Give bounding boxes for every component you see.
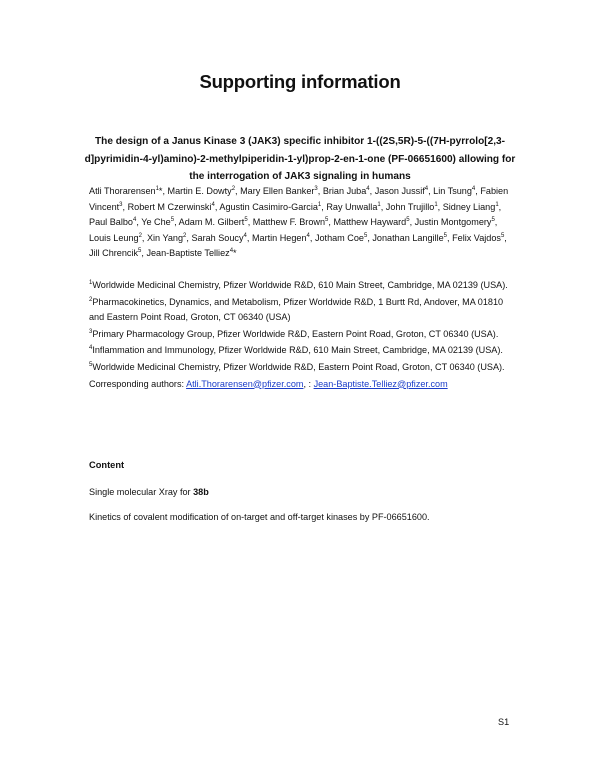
affiliation-marker: 4 bbox=[133, 217, 137, 224]
author bbox=[240, 186, 318, 196]
affiliation-marker: 1 bbox=[155, 185, 159, 192]
paper-title: The design of a Janus Kinase 3 (JAK3) specific inhibitor 1-((2S,5R)-5-((7H-pyrrolo[2,3-d]pyrimidin-4-yl)amino)-2-methylpiperidin-1-yl)prop-2-en-1-one (PF-06651600) allowing for the interrogation of JAK3 signaling in humans bbox=[84, 136, 516, 182]
author bbox=[89, 217, 136, 227]
author bbox=[219, 202, 321, 212]
affiliation-marker: 4 bbox=[424, 185, 429, 192]
author bbox=[252, 233, 310, 243]
author-name: Martin Hegen bbox=[251, 232, 307, 243]
affiliation-marker: 5 bbox=[138, 248, 142, 255]
author-name: John Trujillo bbox=[385, 201, 435, 212]
author-name: Agustin Casimiro-Garcia bbox=[219, 201, 318, 212]
author bbox=[168, 186, 236, 196]
affiliation-number: 4 bbox=[89, 345, 93, 352]
affiliation-marker: 2 bbox=[138, 232, 142, 239]
affiliation-text: Pharmacokinetics, Dynamics, and Metabolism, Pfizer Worldwide R&D, 1 Burtt Rd, Andover, MA 01810 and Eastern Point Road, Groton, CT 06340 (USA) bbox=[89, 296, 504, 323]
affiliation-marker: 2 bbox=[183, 232, 187, 239]
affiliation-number: 5 bbox=[89, 361, 93, 368]
affiliation-number: 2 bbox=[89, 296, 93, 303]
author-name: Matthew F. Brown bbox=[252, 217, 326, 228]
affiliation-item bbox=[89, 360, 514, 376]
affiliation-marker: 5 bbox=[363, 232, 368, 239]
corresponding-separator: , : bbox=[303, 378, 314, 389]
author bbox=[386, 202, 438, 212]
author-name: Xin Yang bbox=[146, 232, 184, 243]
author bbox=[146, 248, 236, 258]
email-link-telliez[interactable]: Jean-Baptiste.Telliez@pfizer.com bbox=[313, 378, 448, 389]
author bbox=[415, 217, 495, 227]
corresponding-marker: * bbox=[233, 248, 237, 259]
content-heading: Content bbox=[89, 460, 125, 470]
affiliation-text: Inflammation and Immunology, Pfizer Worldwide R&D, 610 Main Street, Cambridge, MA 02139 (USA). bbox=[92, 345, 503, 356]
affiliation-marker: 5 bbox=[170, 217, 175, 224]
affiliation-marker: 5 bbox=[406, 217, 410, 224]
author bbox=[372, 233, 447, 243]
affiliation-marker: 3 bbox=[314, 185, 318, 192]
author bbox=[375, 186, 428, 196]
author bbox=[179, 217, 248, 227]
author bbox=[443, 202, 499, 212]
affiliation-marker: 4 bbox=[211, 201, 215, 208]
author-name: Sarah Soucy bbox=[191, 232, 244, 243]
author-name: Fabien Vincent bbox=[89, 186, 509, 212]
affiliation-item bbox=[89, 295, 514, 326]
author bbox=[323, 186, 370, 196]
author bbox=[433, 186, 475, 196]
author-name: Atli Thorarensen bbox=[89, 186, 156, 196]
author-name: Robert M Czerwinski bbox=[127, 201, 212, 212]
author-name: Sidney Liang bbox=[442, 201, 496, 212]
author bbox=[333, 217, 409, 227]
author-name: Ye Che bbox=[141, 217, 171, 228]
corresponding-label: Corresponding authors: bbox=[89, 378, 187, 389]
author-name: Jason Jussif bbox=[374, 186, 425, 196]
affiliation-marker: 1 bbox=[434, 201, 438, 208]
author bbox=[128, 202, 215, 212]
affiliation-text: Primary Pharmacology Group, Pfizer Worldwide R&D, Eastern Point Road, Groton, CT 06340 (USA). bbox=[92, 328, 499, 339]
compound-id: 38b bbox=[193, 487, 209, 497]
corresponding-marker: * bbox=[158, 186, 163, 196]
content-item-kinetics: Kinetics of covalent modification of on-target and off-target kinases by PF-06651600. bbox=[89, 512, 430, 522]
affiliation-marker: 5 bbox=[244, 217, 248, 224]
affiliation-marker: 1 bbox=[495, 201, 499, 208]
affiliation-marker: 5 bbox=[443, 232, 448, 239]
author bbox=[326, 202, 380, 212]
affiliation-list bbox=[89, 278, 514, 393]
affiliation-marker: 5 bbox=[500, 232, 505, 239]
content-item-xray bbox=[89, 487, 209, 497]
author bbox=[147, 233, 186, 243]
author bbox=[315, 233, 367, 243]
author-name: Brian Juba bbox=[322, 186, 367, 196]
author-list: Atli Thorarensen$^1$*, Martin E. Dowty$^2$, Mary Ellen Banker$^3$, Brian Juba$^4$, Jason Jussif$^4$, Lin Tsung$^4$, Fabien Vincent$^3$, Robert M Czerwinski$^4$, Agustin Casimiro-Garcia$^1$, Ray Unwalla$^1$, John Trujillo$^1$, Sidney Liang$^1$, Paul Balbo$^4$, Ye Che$^5$, Adam M. Gilbert$^5$, Matthew F. Brown$^5$, Matthew Hayward$^5$, Justin Montgomery$^5$, Louis Leung$^2$, Xin Yang$^2$, Sarah Soucy$^4$, Martin Hegen$^4$, Jotham Coe$^5$, Jonathan Langille$^5$, Felix Vajdos$^5$, Jill Chrencik$^5$, Jean-Baptiste Telliez$^4$* bbox=[89, 185, 509, 259]
affiliation-marker: 3 bbox=[119, 201, 123, 208]
affiliation-text: Worldwide Medicinal Chemistry, Pfizer Worldwide R&D, 610 Main Street, Cambridge, MA 02139 (USA). bbox=[92, 280, 508, 290]
author-name: Jill Chrencik bbox=[89, 248, 139, 259]
author-name: Felix Vajdos bbox=[452, 232, 501, 243]
document-title: Supporting information bbox=[199, 71, 401, 92]
email-link-thorarensen[interactable]: Atli.Thorarensen@pfizer.com bbox=[186, 378, 304, 389]
author bbox=[191, 233, 246, 243]
affiliation-marker: 5 bbox=[325, 217, 329, 224]
author bbox=[253, 217, 329, 227]
author-name: Jean-Baptiste Telliez bbox=[146, 248, 230, 259]
author-name: Matthew Hayward bbox=[333, 217, 407, 228]
affiliation-marker: 4 bbox=[471, 185, 476, 192]
author bbox=[89, 186, 162, 196]
author-name: Louis Leung bbox=[89, 232, 139, 243]
author bbox=[89, 248, 141, 258]
author-name: Lin Tsung bbox=[433, 186, 472, 196]
affiliation-item bbox=[89, 327, 514, 343]
author-name: Mary Ellen Banker bbox=[240, 186, 315, 196]
affiliation-marker: 1 bbox=[317, 201, 322, 208]
affiliation-marker: 4 bbox=[306, 232, 310, 239]
author-name: Paul Balbo bbox=[89, 217, 133, 228]
affiliation-text: Worldwide Medicinal Chemistry, Pfizer Worldwide R&D, Eastern Point Road, Groton, CT 06340 (USA). bbox=[92, 361, 505, 372]
affiliation-marker: 5 bbox=[491, 217, 495, 224]
affiliation-number: 3 bbox=[89, 328, 93, 335]
author-name: Justin Montgomery bbox=[414, 217, 492, 228]
affiliation-marker: 4 bbox=[229, 248, 234, 255]
affiliation-marker: 4 bbox=[243, 232, 247, 239]
author-name: Martin E. Dowty bbox=[167, 186, 232, 196]
author bbox=[141, 217, 174, 227]
affiliation-marker: 2 bbox=[231, 185, 236, 192]
affiliation-number: 1 bbox=[89, 279, 93, 286]
author-name: Adam M. Gilbert bbox=[178, 217, 245, 228]
content-item-xray-text: Single molecular Xray for bbox=[89, 487, 194, 497]
affiliation-marker: 4 bbox=[366, 185, 370, 192]
author-name: Jotham Coe bbox=[314, 232, 364, 243]
author-name: Jonathan Langille bbox=[372, 232, 444, 243]
author bbox=[452, 233, 504, 243]
author-name: Ray Unwalla bbox=[326, 201, 378, 212]
corresponding-authors bbox=[89, 377, 514, 393]
author bbox=[89, 233, 142, 243]
page-number: S1 bbox=[498, 717, 510, 727]
affiliation-item bbox=[89, 278, 514, 294]
affiliation-marker: 1 bbox=[377, 201, 381, 208]
affiliation-item bbox=[89, 343, 514, 359]
